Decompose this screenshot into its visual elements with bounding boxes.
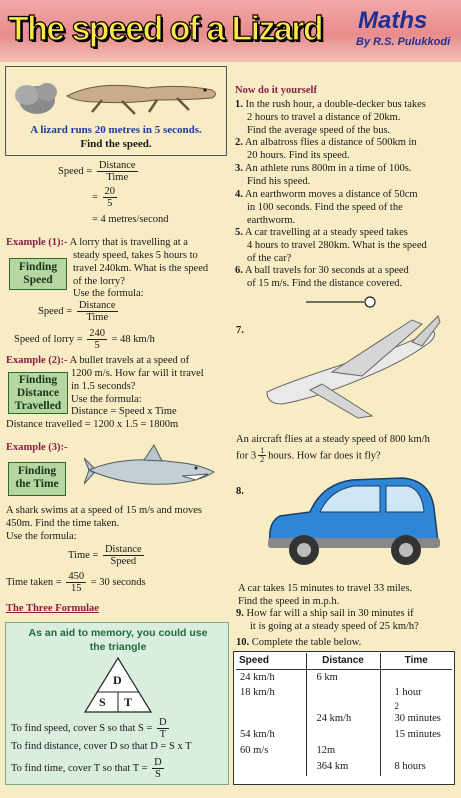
finding-distance-box: Finding Distance Travelled: [8, 372, 68, 414]
time-cell: 8 hours: [380, 760, 452, 776]
car-illustration: [262, 472, 447, 570]
formula-den: Speed: [110, 556, 137, 568]
author-byline: By R.S. Pulukkodi: [356, 36, 451, 48]
example-2: [6, 355, 189, 368]
rule-text: To find time, cover T so that T =: [11, 762, 148, 774]
rule-num: D: [159, 717, 167, 728]
distance-cell: 24 km/h: [306, 712, 380, 728]
speed-cell: [236, 702, 306, 712]
table-row: [236, 670, 452, 686]
question-4: 4. An earthworm moves a distance of 50cm in 100 seconds. Find the speed of the earthworm.: [235, 189, 418, 226]
example-1-text: A lorry that is travelling at a: [69, 237, 188, 248]
calc-result: = 48 km/h: [111, 333, 155, 345]
lizard-caption-1: A lizard runs 20 metres in 5 seconds.: [30, 124, 202, 136]
time-cell: 2: [380, 702, 452, 712]
example-1-calc: [14, 328, 155, 351]
speed-table: [236, 653, 452, 776]
question-1: 1. In the rush hour, a double-decker bus takes 2 hours to travel a distance of 20km. Find the average speed of the bus.: [235, 99, 426, 136]
example-1-line: Use the formula:: [73, 288, 144, 300]
example-2-line: Use the formula:: [71, 393, 142, 405]
now-do-heading: Now do it yourself: [235, 85, 317, 96]
formula-num: Distance: [98, 160, 136, 171]
example-2-line: Distance = Speed x Time: [71, 406, 177, 418]
table-row: [236, 686, 452, 702]
question-7-number: 7.: [236, 325, 244, 336]
triangle-panel: [5, 622, 229, 785]
triangle-d: D: [113, 673, 122, 687]
formula-lhs: Time =: [68, 549, 99, 561]
speed-cell: 18 km/h: [240, 687, 275, 699]
speed-calc: [92, 186, 119, 209]
example-2-body: [71, 368, 204, 419]
example-2-line: in 1.5 seconds?: [71, 380, 136, 392]
example-3-line: 450m. Find the time taken.: [6, 517, 120, 529]
distance-cell: [306, 702, 380, 712]
formula-den: Time: [106, 172, 129, 184]
example-1-line: steady speed, takes 5 hours to: [73, 250, 198, 261]
formula-lhs: Speed =: [38, 305, 73, 317]
aid-line-1: As an aid to memory, you could use: [28, 627, 208, 639]
aircraft-illustration: [262, 312, 442, 422]
question-8-text: A car takes 15 minutes to travel 33 miles. Find the speed in m.p.h.: [238, 583, 413, 607]
time-cell: 1 hour: [380, 686, 452, 702]
calc-lhs: Time taken =: [6, 576, 62, 588]
calc-den: 5: [94, 340, 100, 352]
question-6: 6. A ball travels for 30 seconds at a speed of 15 m/s. Find the distance covered.: [235, 265, 409, 289]
rule-speed: [11, 717, 171, 740]
rule-den: T: [159, 729, 167, 741]
question-3: 3. An athlete runs 800m in a time of 100s. Find his speed.: [235, 163, 412, 187]
speed-cell: 60 m/s: [240, 745, 269, 757]
col-speed-header: Speed: [236, 653, 306, 670]
example-2-calc: Distance travelled = 1200 x 1.5 = 1800m: [6, 419, 179, 430]
example-3-line: A shark swims at a speed of 15 m/s and moves: [6, 505, 202, 516]
table-row: [236, 712, 452, 728]
question-9: 9. How far will a ship sail in 30 minutes if it is going at a steady speed of 25 km/h?: [236, 608, 419, 632]
calc-num: 240: [89, 328, 105, 339]
rule-den: S: [155, 769, 161, 781]
time-cell: 30 minutes: [380, 712, 452, 728]
rule-time: [11, 757, 166, 780]
example-1-line: travel 240km. What is the speed: [73, 262, 209, 274]
calc-den: 15: [70, 583, 82, 595]
distance-cell: [306, 686, 380, 702]
example-1-body: [73, 250, 208, 301]
question-7-text: An aircraft flies at a steady speed of 800 km/h for 3 $\frac{1}{2}$ hours. How far does it fly?: [236, 434, 430, 465]
aid-line-2: the triangle: [89, 641, 147, 653]
example-1-label: Example (1):-: [6, 237, 68, 248]
formula-num: Distance: [78, 300, 116, 311]
triangle-t: T: [124, 695, 133, 709]
finding-time-box: Finding the Time: [8, 462, 66, 496]
example-2-label: Example (2):-: [6, 355, 68, 366]
example-3-body: [6, 505, 202, 543]
rule-text: To find speed, cover S so that S =: [11, 722, 153, 734]
question-2: 2. An albatross flies a distance of 500km in 20 hours. Find its speed.: [235, 137, 417, 161]
table-row: [236, 760, 452, 776]
question-5: 5. A car travelling at a steady speed takes 4 hours to travel 280km. What is the speed of the car?: [235, 227, 427, 264]
page-title: The speed of a Lizard: [8, 10, 323, 48]
calc-eq: =: [92, 191, 98, 203]
calc-lhs: Speed of lorry =: [14, 333, 83, 345]
table-row: [236, 728, 452, 744]
finding-speed-box: Finding Speed: [9, 258, 67, 290]
example-3-label: Example (3):-: [6, 442, 68, 453]
rule-num: D: [154, 757, 162, 768]
lizard-illustration: [7, 70, 227, 120]
calc-num: 20: [104, 186, 116, 197]
calc-num: 450: [68, 571, 85, 582]
time-cell: [380, 744, 452, 760]
distance-cell: 12m: [306, 744, 380, 760]
speed-cell: [236, 760, 306, 776]
example-3-calc: [6, 571, 146, 594]
ball-arrow-illustration: [304, 294, 384, 310]
example-3-line: Use the formula:: [6, 530, 77, 542]
example-2-text: A bullet travels at a speed of: [69, 355, 190, 366]
speed-result: = 4 metres/second: [92, 214, 169, 225]
table-row: [236, 744, 452, 760]
subject-label: Maths: [358, 7, 428, 34]
formula-den: Time: [86, 312, 109, 324]
distance-cell: 6 km: [306, 670, 380, 686]
rule-distance: To find distance, cover D so that D = S x T: [11, 741, 192, 752]
formula-num: Distance: [104, 544, 142, 555]
formula-lhs: Speed =: [58, 165, 93, 177]
example-3-formula: [68, 544, 146, 567]
table-row: [236, 702, 452, 712]
calc-result: = 30 seconds: [90, 576, 146, 588]
distance-cell: 364 km: [306, 760, 380, 776]
example-1-line: of the lorry?: [73, 275, 125, 287]
question-8-number: 8.: [236, 486, 244, 497]
question-10: 10. Complete the table below.: [236, 637, 362, 648]
distance-cell: [306, 728, 380, 744]
time-cell: 15 minutes: [380, 728, 452, 744]
col-time-header: Time: [380, 653, 452, 670]
col-distance-header: Distance: [306, 653, 380, 670]
shark-illustration: [84, 440, 219, 502]
table-header-row: [236, 653, 452, 670]
lizard-panel: [5, 66, 227, 156]
speed-cell: 54 km/h: [240, 729, 275, 741]
speed-cell: [236, 712, 306, 728]
three-formulae-heading: The Three Formulae: [6, 603, 99, 614]
calc-den: 5: [107, 198, 113, 210]
speed-cell: 24 km/h: [240, 671, 275, 683]
example-1-formula: [38, 300, 120, 323]
example-1: [6, 237, 188, 250]
lizard-caption-2: Find the speed.: [80, 138, 152, 150]
example-2-line: 1200 m/s. How far will it travel: [71, 368, 204, 379]
time-cell: [380, 670, 452, 686]
speed-formula: [58, 160, 140, 183]
triangle-s: S: [99, 695, 106, 709]
